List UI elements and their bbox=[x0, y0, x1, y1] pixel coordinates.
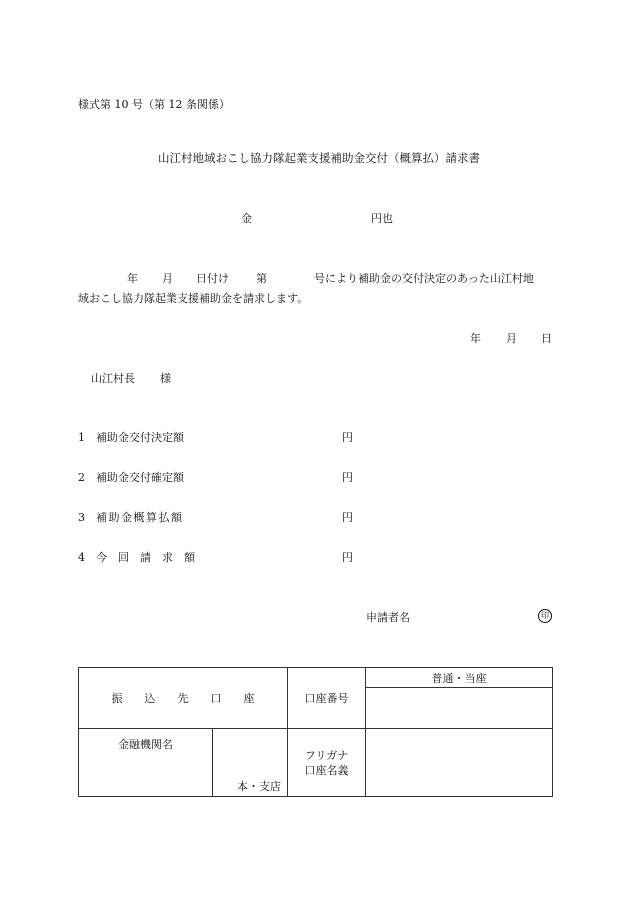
holder-name-input[interactable] bbox=[366, 729, 553, 797]
bank-heading: 振 込 先 口 座 bbox=[111, 692, 255, 705]
body-dated: 日付け bbox=[196, 272, 229, 285]
date-month: 月 bbox=[506, 332, 517, 345]
furigana-label: フリガナ bbox=[304, 748, 349, 762]
applicant-label: 申請者名 bbox=[366, 611, 410, 624]
addressee-honorific: 様 bbox=[160, 372, 171, 385]
institution-cell[interactable] bbox=[79, 729, 213, 797]
account-number-label: 口座番号 bbox=[304, 692, 349, 705]
amount-kin: 金 bbox=[241, 212, 252, 225]
branch-label: 本・支店 bbox=[237, 780, 281, 793]
body-year: 年 bbox=[127, 272, 138, 285]
item-2-number: 2 bbox=[78, 471, 85, 484]
bank-heading-cell bbox=[79, 668, 288, 729]
body-month: 月 bbox=[162, 272, 173, 285]
seal-mark: 印 bbox=[538, 609, 552, 623]
item-1-number: 1 bbox=[78, 431, 85, 444]
account-type-cell bbox=[366, 668, 553, 688]
item-3-unit: 円 bbox=[342, 511, 353, 524]
document-title: 山江村地域おこし協力隊起業支援補助金交付（概算払）請求書 bbox=[158, 151, 480, 165]
holder-label-cell bbox=[288, 729, 366, 797]
date-year: 年 bbox=[470, 332, 481, 345]
holder-label: 口座名義 bbox=[304, 763, 349, 777]
item-3-number: 3 bbox=[78, 511, 85, 524]
item-4-number: 4 bbox=[78, 551, 85, 564]
item-1-unit: 円 bbox=[342, 431, 353, 444]
branch-cell[interactable] bbox=[213, 729, 288, 797]
account-number-input[interactable] bbox=[366, 688, 553, 729]
body-line2: 域おこし協力隊起業支援補助金を請求します。 bbox=[78, 292, 309, 305]
account-type: 普通・当座 bbox=[431, 671, 487, 685]
item-2-unit: 円 bbox=[342, 471, 353, 484]
item-4-unit: 円 bbox=[342, 551, 353, 564]
date-day: 日 bbox=[541, 332, 552, 345]
body-line1-rest: 号により補助金の交付決定のあった山江村地 bbox=[314, 272, 534, 285]
addressee-name: 山江村長 bbox=[91, 372, 135, 385]
item-2-label: 補助金交付確定額 bbox=[96, 471, 184, 484]
form-number: 様式第 10 号（第 12 条関係） bbox=[78, 98, 230, 111]
bank-account-table bbox=[78, 667, 553, 797]
item-3-label: 補助金概算払額 bbox=[96, 511, 184, 524]
item-1-label: 補助金交付決定額 bbox=[96, 431, 184, 444]
amount-en-nari: 円也 bbox=[371, 212, 393, 225]
account-number-label-cell bbox=[288, 668, 366, 729]
institution-label: 金融機関名 bbox=[118, 738, 173, 751]
item-4-label: 今 回 請 求 額 bbox=[96, 551, 195, 564]
body-dai: 第 bbox=[256, 272, 267, 285]
